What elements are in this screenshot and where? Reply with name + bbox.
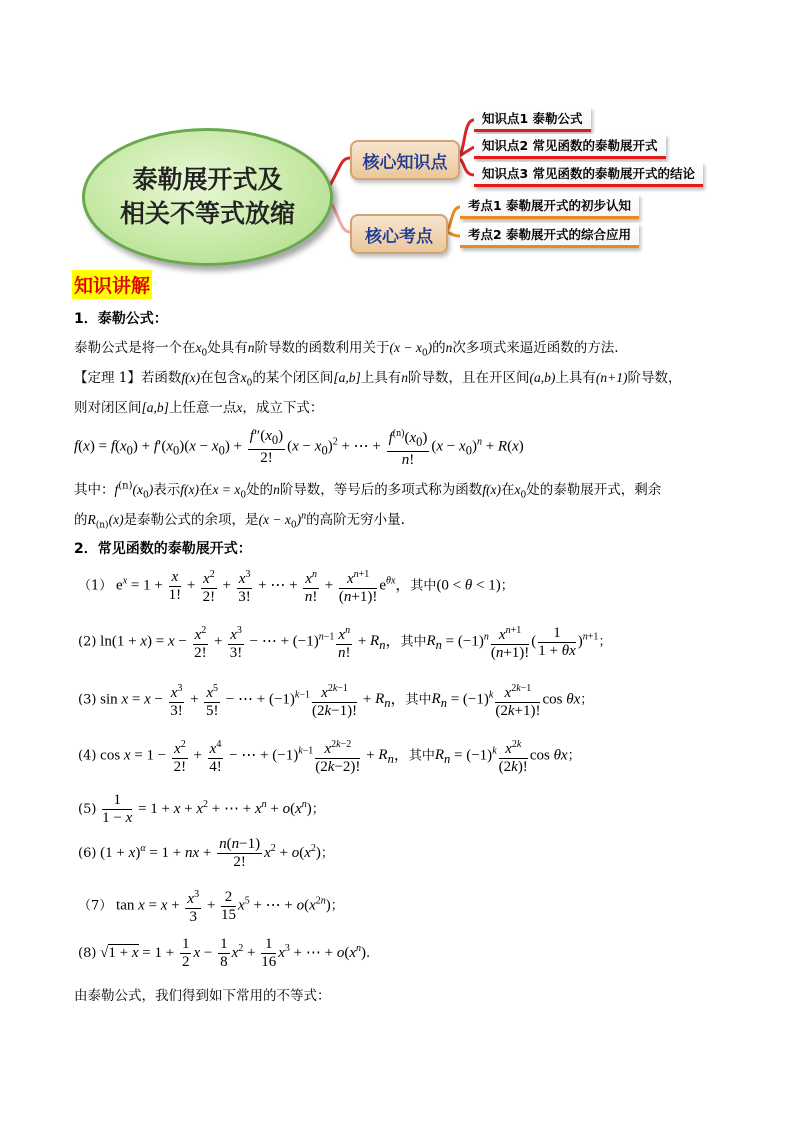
leaf-exam-1: 考点1 泰勒展开式的初步认知 — [460, 194, 639, 219]
expansion-ln: (2) ln(1 + x) = x − $\frac{x^2}{2!}$ + $\frac{x^3}{3!}$ − ⋯ + $(-1)^{n-1}$ $\frac{x^n}{n!}$ + $R_n$，其中$R_n = (-1)^n$ $\frac{x^{n+1}}{(n+1)!}$ ( $\frac{1}{1 + \theta x}$ )$^{n+1}$； — [78, 622, 611, 662]
s1-theorem-line1: 【定理 1】若函数f(x)在包含$x_0$的某个闭区间[a,b]上具有n阶导数，且在开区间(a,b)上具有(n+1)阶导数， — [74, 370, 682, 389]
leaf-knowledge-1: 知识点1 泰勒公式 — [474, 107, 591, 132]
expansion-sin: (3) sin x = x − $\frac{x^3}{3!}$ + $\frac{x^5}{5!}$ − ⋯ + $(-1)^{k-1}$ $\frac{x^{2k-1}}{(2k-1)!}$ + $R_n$，其中$R_n = (-1)^k$ $\frac{x^{2k-1}}{(2k+1)!}$ cos θx； — [78, 680, 593, 720]
taylor-formula: $f(x) = f(x_0) + f'(x_0)(x - x_0)$ + $\frac{f''(x_0)}{2!}$ $(x - x_0)^2$ + ⋯ + $\frac{f^{(n)}(x_0)}{n!}$ $(x - x_0)^n + R(x)$ — [74, 425, 524, 469]
root-title-line2: 相关不等式放缩 — [119, 199, 295, 228]
s1-theorem-line2: 则对闭区间[a,b]上任意一点x，成立下式： — [74, 400, 324, 416]
expansion-binomial: (6) $(1 + x)^\alpha = 1$ + nx + $\frac{n(n-1)}{2!}$ $x^2 + o(x^2)$； — [78, 836, 334, 870]
closing-text: 由泰勒公式，我们得到如下常用的不等式： — [74, 988, 331, 1004]
leaf-knowledge-2: 知识点2 常见函数的泰勒展开式 — [474, 134, 666, 159]
s1-heading: 1．泰勒公式： — [74, 311, 168, 327]
branch-core-knowledge-label: 核心知识点 — [362, 152, 448, 173]
branch-core-knowledge — [350, 140, 460, 180]
section-title: 知识讲解 — [72, 270, 152, 299]
expansion-sqrt: (8) √1 + x = 1 + $\frac{1}{2}$ x − $\frac{1}{8}$ $x^2$ + $\frac{1}{16}$ $x^3$ + ⋯ + $o(x^n)$. — [78, 936, 371, 970]
expansion-tan: （7） tan x = x + $\frac{x^3}{3}$ + $\frac{2}{15}$ $x^5$ + ⋯ + $o(x^{2n})$； — [78, 886, 344, 926]
root-title-line1: 泰勒展开式及 — [132, 165, 283, 194]
s1-explain-line2: 的$R_{(n)}(x)$是泰勒公式的余项，是$(x - x_0)^n$的高阶无穷小量. — [74, 510, 405, 531]
branch-core-exam-points — [350, 214, 448, 254]
expansion-cos: (4) cos x = 1 − $\frac{x^2}{2!}$ + $\frac{x^4}{4!}$ − ⋯ + $(-1)^{k-1}$ $\frac{x^{2k-2}}{(2k-2)!}$ + $R_n$，其中$R_n = (-1)^k$ $\frac{x^{2k}}{(2k)!}$ cos θx； — [78, 736, 581, 776]
s2-heading: 2．常见函数的泰勒展开式： — [74, 541, 252, 557]
expansion-exp: （1） $e^x = 1$ + $\frac{x}{1!}$ + $\frac{x^2}{2!}$ + $\frac{x^3}{3!}$ + ⋯ + $\frac{x^n}{n!}$ + $\frac{x^{n+1}}{(n+1)!}$ $e^{\theta x}$，其中(0 < θ < 1)； — [78, 566, 514, 606]
leaf-knowledge-3: 知识点3 常见函数的泰勒展开式的结论 — [474, 162, 703, 187]
expansion-geometric: (5) $\frac{1}{1 - x}$ = $1 + x + x^2$ + ⋯ + $x^n + o(x^n)$； — [78, 792, 325, 826]
mindmap-root — [82, 128, 333, 266]
branch-core-exam-points-label: 核心考点 — [365, 226, 433, 247]
s1-explain-line1: 其中：$f^{(n)}(x_0)$表示f(x)在$x = x_0$处的n阶导数，等号后的多项式称为函数f(x)在$x_0$处的泰勒展开式，剩余 — [74, 480, 662, 501]
leaf-exam-2: 考点2 泰勒展开式的综合应用 — [460, 223, 639, 248]
s1-intro: 泰勒公式是将一个在$x_0$处具有n阶导数的函数利用关于$(x - x_0)$的n次多项式来逼近函数的方法. — [74, 340, 619, 359]
